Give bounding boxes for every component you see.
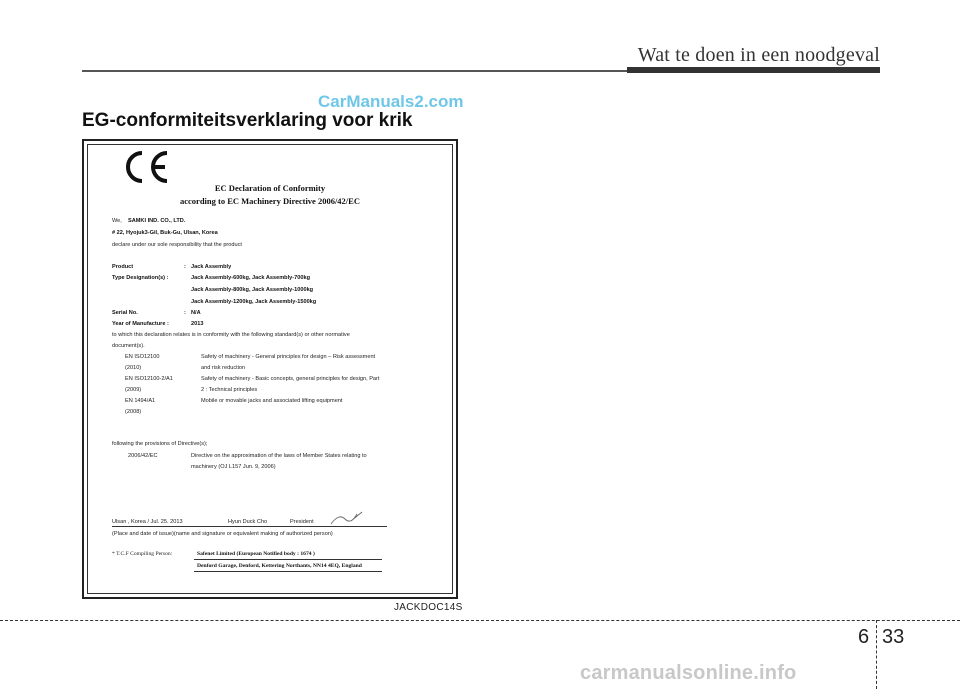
standard-code: (2008) [125, 409, 142, 415]
directive-code: 2006/42/EC [128, 453, 158, 459]
product-value: Jack Assembly [191, 264, 232, 270]
type-value-1: Jack Assembly-600kg, Jack Assembly-700kg [191, 275, 310, 281]
ce-mark-icon [122, 149, 172, 185]
header-rule-accent [627, 67, 880, 73]
reference-code: JACKDOC14S [394, 602, 463, 613]
declaration-title-2: according to EC Machinery Directive 2006/42/EC [180, 196, 360, 206]
standard-desc: and risk reduction [201, 365, 246, 371]
declare-text: declare under our sole responsibility that the product [112, 242, 242, 248]
standard-code: EN ISO12100 [125, 354, 160, 360]
signature-caption: (Place and date of issue)(name and signature or equivalent making of authorized person) [112, 531, 333, 537]
section-title: EG-conformiteitsverklaring voor krik [82, 110, 413, 131]
signature-scribble [329, 509, 365, 527]
header-title: Wat te doen in een noodgeval [637, 44, 880, 66]
serial-sep: : [184, 310, 186, 316]
directive-desc-2: machinery (OJ L157 Jun. 9, 2006) [191, 464, 276, 470]
directive-desc-1: Directive on the approximation of the laws of Member States relating to [191, 453, 367, 459]
standard-desc: Mobile or movable jacks and associated lifting equipment [201, 398, 343, 404]
tcf-line-1: Safenet Limited (European Notified body : 1674 ) [197, 551, 315, 557]
standard-code: (2009) [125, 387, 142, 393]
product-label: Product [112, 264, 134, 270]
type-label: Type Designation(s) : [112, 275, 169, 281]
type-value-3: Jack Assembly-1200kg, Jack Assembly-1500kg [191, 299, 317, 305]
product-sep: : [184, 264, 186, 270]
place-date: Ulsan , Korea / Jul. 25. 2013 [112, 519, 183, 525]
year-label: Year of Manufacture : [112, 321, 169, 327]
we-label: We, [112, 218, 122, 224]
standard-desc: Safety of machinery - General principles for design – Risk assessment [201, 354, 376, 360]
company-name: SAMKI IND. CO., LTD. [128, 218, 186, 224]
tcf-label: * T.C.F Compiling Person: [112, 551, 173, 557]
standard-code: EN ISO12100-2/A1 [125, 376, 173, 382]
standard-code: EN 1494/A1 [125, 398, 156, 404]
type-value-2: Jack Assembly-800kg, Jack Assembly-1000kg [191, 287, 314, 293]
tcf-underline-1 [194, 559, 382, 560]
tcf-underline-2 [194, 571, 382, 572]
chapter-number: 6 [858, 626, 870, 648]
declaration-document [82, 139, 458, 599]
header-rule [82, 70, 627, 72]
standard-code: (2010) [125, 365, 142, 371]
watermark-bottom: carmanualsonline.info [580, 662, 797, 684]
serial-label: Serial No. [112, 310, 138, 316]
company-address: # 22, Hyojuk3-Gil, Buk-Gu, Ulsan, Korea [112, 230, 218, 236]
serial-value: N/A [191, 310, 201, 316]
provisions-text: following the provisions of Directive(s); [112, 441, 208, 447]
standard-desc: 2 : Technical principles [201, 387, 258, 393]
signer-name: Hyun Duck Cho [228, 519, 268, 525]
footer-divider [0, 620, 960, 621]
signer-role: President [290, 519, 314, 525]
year-value: 2013 [191, 321, 204, 327]
tcf-line-2: Denford Garage, Denford, Kettering Northants, NN14 4EQ, England [197, 563, 362, 569]
signature-line [112, 526, 387, 527]
standard-desc: Safety of machinery - Basic concepts, general principles for design, Part [201, 376, 380, 382]
conformity-text-1: to which this declaration relates is in conformity with the following standard(s) or other normative [112, 332, 350, 338]
footer-page-divider [876, 620, 877, 689]
page-number: 33 [882, 626, 905, 648]
conformity-text-2: document(s). [112, 343, 145, 349]
declaration-title-1: EC Declaration of Conformity [214, 183, 326, 193]
watermark-top: CarManuals2.com [318, 92, 464, 111]
